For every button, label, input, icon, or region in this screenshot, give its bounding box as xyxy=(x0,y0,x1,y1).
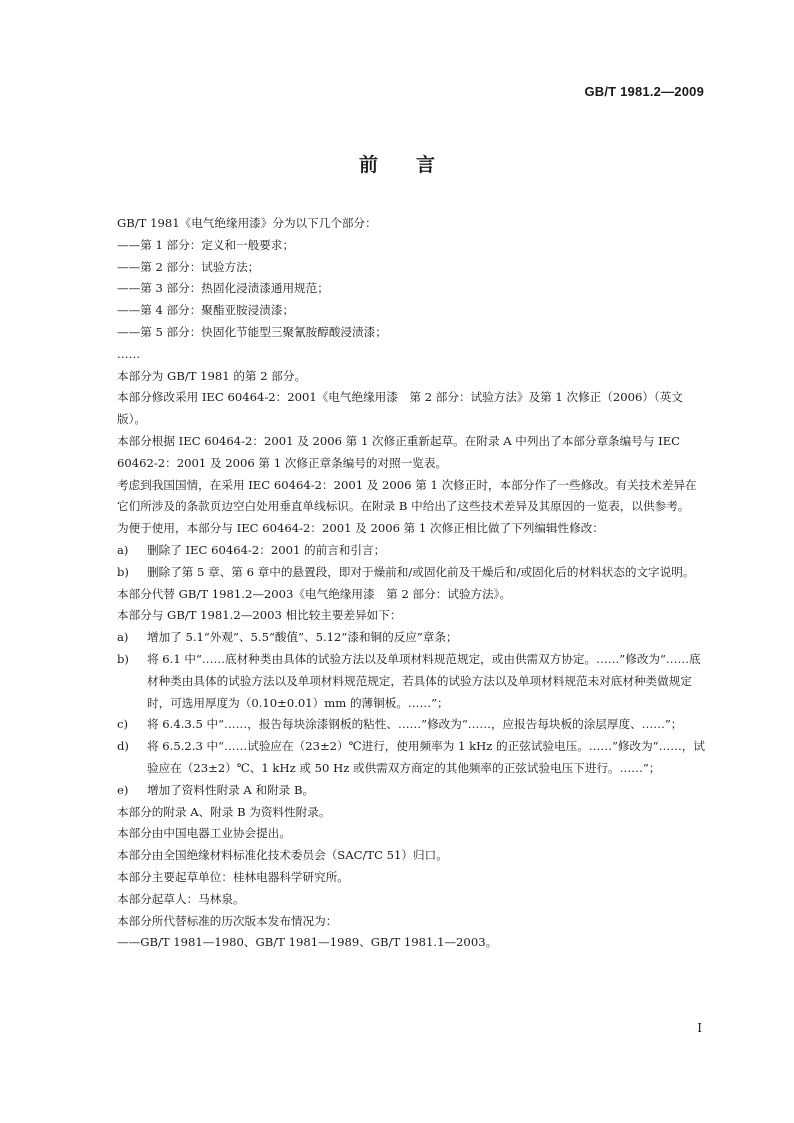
paragraph: 本部分为 GB/T 1981 的第 2 部分。 xyxy=(117,368,307,383)
diff-list-item xyxy=(117,627,707,649)
list-text: 删除了 IEC 60464-2：2001 的前言和引言； xyxy=(147,542,386,557)
edit-list-item xyxy=(117,540,707,562)
diff-list-item xyxy=(117,649,707,714)
list-text: 增加了 5.1“外观”、5.5“酸值”、5.12“漆和铜的反应”章条； xyxy=(147,630,458,645)
list-marker: b) xyxy=(117,651,129,666)
part-list-item: ——第 2 部分：试验方法； xyxy=(117,259,260,274)
paragraph: 本部分所代替标准的历次版本发布情况为： xyxy=(117,913,338,928)
part-list-item: ——第 1 部分：定义和一般要求； xyxy=(117,237,295,252)
paragraph: 本部分起草人：马林泉。 xyxy=(117,891,245,906)
diff-list-item xyxy=(117,780,707,802)
page-number: I xyxy=(697,1021,702,1035)
list-text: 删除了第 5 章、第 6 章中的悬置段，即对于燥前和/或固化前及干燥后和/或固化后的材料状态的文字说明。 xyxy=(147,564,695,579)
paragraph: 本部分的附录 A、附录 B 为资料性附录。 xyxy=(117,804,331,819)
list-text: 增加了资料性附录 A 和附录 B。 xyxy=(147,782,315,797)
part-list-item: ——第 4 部分：聚酯亚胺浸渍漆； xyxy=(117,303,295,318)
paragraph: 本部分主要起草单位：桂林电器科学研究所。 xyxy=(117,869,349,884)
paragraph: 考虑到我国国情，在采用 IEC 60464-2：2001 及 2006 第 1 次修正时，本部分作了一些修改。有关技术差异在它们所涉及的条款页边空白处用垂直单线标识。在附录 B 中给出了这些技术差异及其原因的一览表，以供参考。 xyxy=(117,477,697,514)
document-code: GB/T 1981.2—2009 xyxy=(584,84,704,99)
foreword-body xyxy=(117,213,707,954)
paragraph: 本部分由中国电器工业协会提出。 xyxy=(117,826,291,841)
list-text: 将 6.1 中“……底材种类由具体的试验方法以及单项材料规范规定，或由供需双方协定。……”修改为“……底材种类由具体的试验方法以及单项材料规范规定，若具体的试验方法以及单项材料规范未对底材种类做规定时，可选用厚度为（0.10±0.01）mm 的薄铜板。……”； xyxy=(147,651,701,710)
list-marker: b) xyxy=(117,564,129,579)
edit-list-item xyxy=(117,562,707,584)
part-list-item: ——第 3 部分：热固化浸渍漆通用规范； xyxy=(117,281,329,296)
list-marker: d) xyxy=(117,739,129,754)
list-text: 将 6.4.3.5 中“……，报告每块涂漆钢板的粘性、……”修改为“……，应报告每块板的涂层厚度、……”； xyxy=(147,717,683,732)
list-marker: a) xyxy=(117,542,129,557)
part-list-ellipsis: …… xyxy=(117,346,141,361)
part-list-item: ——第 5 部分：快固化节能型三聚氰胺醇酸浸渍漆； xyxy=(117,324,387,339)
paragraph: 本部分修改采用 IEC 60464-2：2001《电气绝缘用漆 第 2 部分：试验方法》及第 1 次修正（2006）（英文版）。 xyxy=(117,390,683,427)
paragraph: ——GB/T 1981—1980、GB/T 1981—1989、GB/T 1981.1—2003。 xyxy=(117,935,498,950)
paragraph: 本部分由全国绝缘材料标准化技术委员会（SAC/TC 51）归口。 xyxy=(117,848,448,863)
intro-paragraph: GB/T 1981《电气绝缘用漆》分为以下几个部分： xyxy=(117,216,377,230)
list-marker: c) xyxy=(117,717,129,732)
diff-list-item xyxy=(117,714,707,736)
page-title: 前言 xyxy=(358,154,473,176)
paragraph: 本部分与 GB/T 1981.2—2003 相比较主要差异如下： xyxy=(117,608,402,623)
paragraph: 本部分根据 IEC 60464-2：2001 及 2006 第 1 次修正重新起草。在附录 A 中列出了本部分章条编号与 IEC 60462-2：2001 及 2006 第 1 次修正章条编号的对照一览表。 xyxy=(117,433,681,470)
list-marker: a) xyxy=(117,630,129,645)
list-marker: e) xyxy=(117,782,129,797)
diff-list-item xyxy=(117,736,707,780)
paragraph: 为便于使用，本部分与 IEC 60464-2：2001 及 2006 第 1 次修正相比做了下列编辑性修改： xyxy=(117,521,604,536)
list-text: 将 6.5.2.3 中“……试验应在（23±2）℃进行，使用频率为 1 kHz 的正弦试验电压。……”修改为“……，试验应在（23±2）℃、1 kHz 或 50 Hz 或供需双方商定的其他频率的正弦试验电压下进行。……”； xyxy=(147,739,705,775)
paragraph: 本部分代替 GB/T 1981.2—2003《电气绝缘用漆 第 2 部分：试验方法》。 xyxy=(117,586,512,601)
